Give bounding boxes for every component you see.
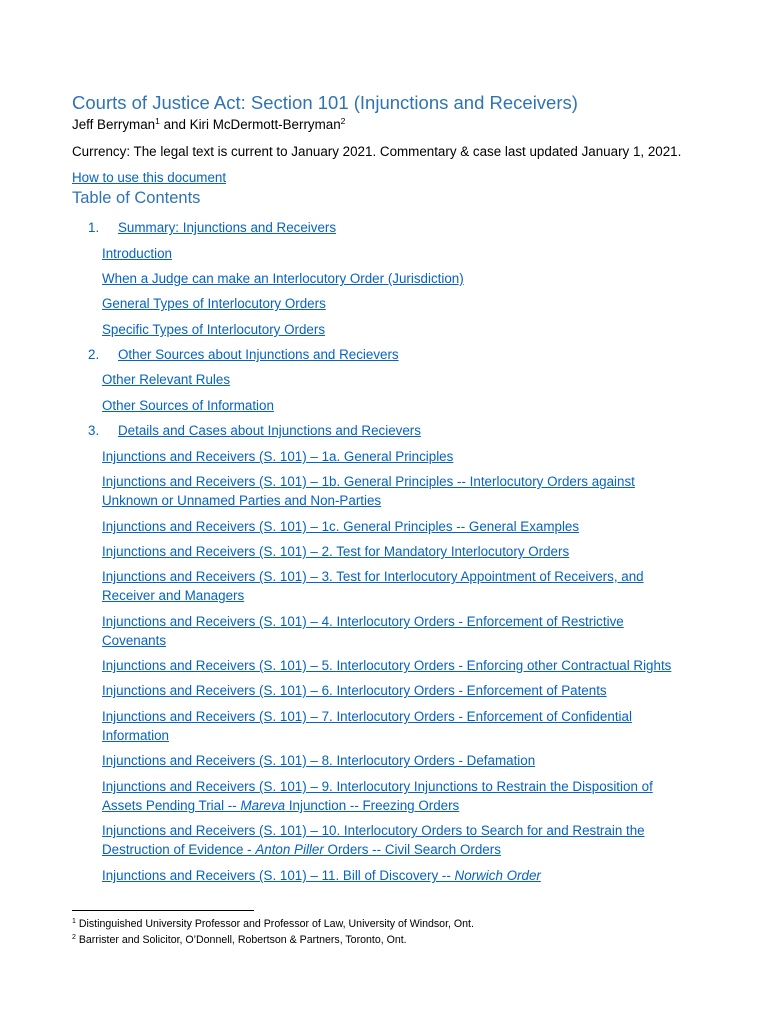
toc-link-general-types[interactable]: General Types of Interlocutory Orders [102, 296, 326, 311]
toc-link-introduction[interactable]: Introduction [102, 246, 172, 261]
author-joiner: and [159, 117, 190, 132]
footnote-1 [72, 918, 474, 930]
toc-section-other-sources[interactable] [88, 345, 399, 364]
toc-link-4-cont[interactable]: Covenants [102, 633, 167, 648]
link-italic-text: Norwich Order [454, 868, 541, 883]
footnote-text: Distinguished University Professor and Professor of Law, University of Windsor, Ont. [75, 918, 474, 930]
author-2: Kiri McDermott-Berryman [189, 117, 341, 132]
document-title: Courts of Justice Act: Section 101 (Injunctions and Receivers) [72, 92, 578, 113]
toc-link-sources-info[interactable]: Other Sources of Information [102, 398, 274, 413]
footnote-ref-2[interactable]: 2 [340, 116, 346, 126]
link-text: Orders -- Civil Search Orders [323, 842, 501, 857]
toc-link-9[interactable]: Injunctions and Receivers (S. 101) – 9. Interlocutory Injunctions to Restrain the Disposition of [102, 779, 653, 794]
footnote-mark: 1 [72, 918, 76, 925]
toc-link-specific-types[interactable]: Specific Types of Interlocutory Orders [102, 322, 326, 337]
toc-heading: Table of Contents [72, 189, 201, 207]
toc-link-9-cont[interactable] [102, 796, 459, 815]
footnote-mark: 2 [72, 934, 76, 941]
toc-link-6[interactable]: Injunctions and Receivers (S. 101) – 6. Interlocutory Orders - Enforcement of Patents [102, 683, 607, 698]
toc-link-7[interactable]: Injunctions and Receivers (S. 101) – 7. Interlocutory Orders - Enforcement of Confidential [102, 709, 632, 724]
link-italic-text: Mareva [240, 798, 286, 813]
link-text: Injunctions and Receivers (S. 101) – 11. Bill of Discovery -- [102, 868, 455, 883]
toc-link-11[interactable] [102, 866, 541, 885]
toc-link-1b-cont[interactable]: Unknown or Unnamed Parties and Non-Parties [102, 493, 382, 508]
toc-link-10-cont[interactable] [102, 840, 501, 859]
link-text: Assets Pending Trial -- [102, 798, 241, 813]
toc-link-1b[interactable]: Injunctions and Receivers (S. 101) – 1b. General Principles -- Interlocutory Orders against [102, 474, 635, 489]
footnote-separator [72, 910, 254, 911]
toc-section-number: 2. [88, 347, 100, 362]
toc-link-10[interactable]: Injunctions and Receivers (S. 101) – 10. Interlocutory Orders to Search for and Restrain the [102, 823, 645, 838]
toc-link-4[interactable]: Injunctions and Receivers (S. 101) – 4. Interlocutory Orders - Enforcement of Restrictive [102, 614, 624, 629]
toc-section-number: 1. [88, 220, 100, 235]
toc-link-2[interactable]: Injunctions and Receivers (S. 101) – 2. Test for Mandatory Interlocutory Orders [102, 544, 570, 559]
toc-link-3-cont[interactable]: Receiver and Managers [102, 588, 245, 603]
toc-link-3[interactable]: Injunctions and Receivers (S. 101) – 3. Test for Interlocutory Appointment of Receivers, and [102, 569, 644, 584]
toc-link-7-cont[interactable]: Information [102, 728, 169, 743]
link-text: Destruction of Evidence - [102, 842, 256, 857]
toc-link-5[interactable]: Injunctions and Receivers (S. 101) – 5. Interlocutory Orders - Enforcing other Contractual Rights [102, 658, 672, 673]
toc-section-number: 3. [88, 423, 100, 438]
toc-section-label: Details and Cases about Injunctions and Recievers [118, 423, 421, 438]
how-to-use-link[interactable]: How to use this document [72, 170, 227, 185]
footnote-text: Barrister and Solicitor, O’Donnell, Robertson & Partners, Toronto, Ont. [75, 934, 407, 946]
toc-section-label: Summary: Injunctions and Receivers [118, 220, 337, 235]
footnote-2 [72, 934, 407, 946]
toc-link-1a[interactable]: Injunctions and Receivers (S. 101) – 1a. General Principles [102, 449, 454, 464]
toc-section-label: Other Sources about Injunctions and Recievers [118, 347, 399, 362]
currency-statement: Currency: The legal text is current to January 2021. Commentary & case last updated January 1, 2021. [72, 144, 682, 159]
link-text: Injunction -- Freezing Orders [285, 798, 460, 813]
footnote-ref-1[interactable]: 1 [155, 116, 160, 126]
toc-link-8[interactable]: Injunctions and Receivers (S. 101) – 8. Interlocutory Orders - Defamation [102, 753, 536, 768]
toc-link-relevant-rules[interactable]: Other Relevant Rules [102, 372, 231, 387]
toc-link-1c[interactable]: Injunctions and Receivers (S. 101) – 1c. General Principles -- General Examples [102, 519, 580, 534]
toc-link-jurisdiction[interactable]: When a Judge can make an Interlocutory Order (Jurisdiction) [102, 271, 464, 286]
author-1: Jeff Berryman [72, 117, 156, 132]
toc-section-details[interactable] [88, 421, 421, 440]
link-italic-text: Anton Piller [255, 842, 324, 857]
toc-section-summary[interactable] [88, 218, 336, 237]
